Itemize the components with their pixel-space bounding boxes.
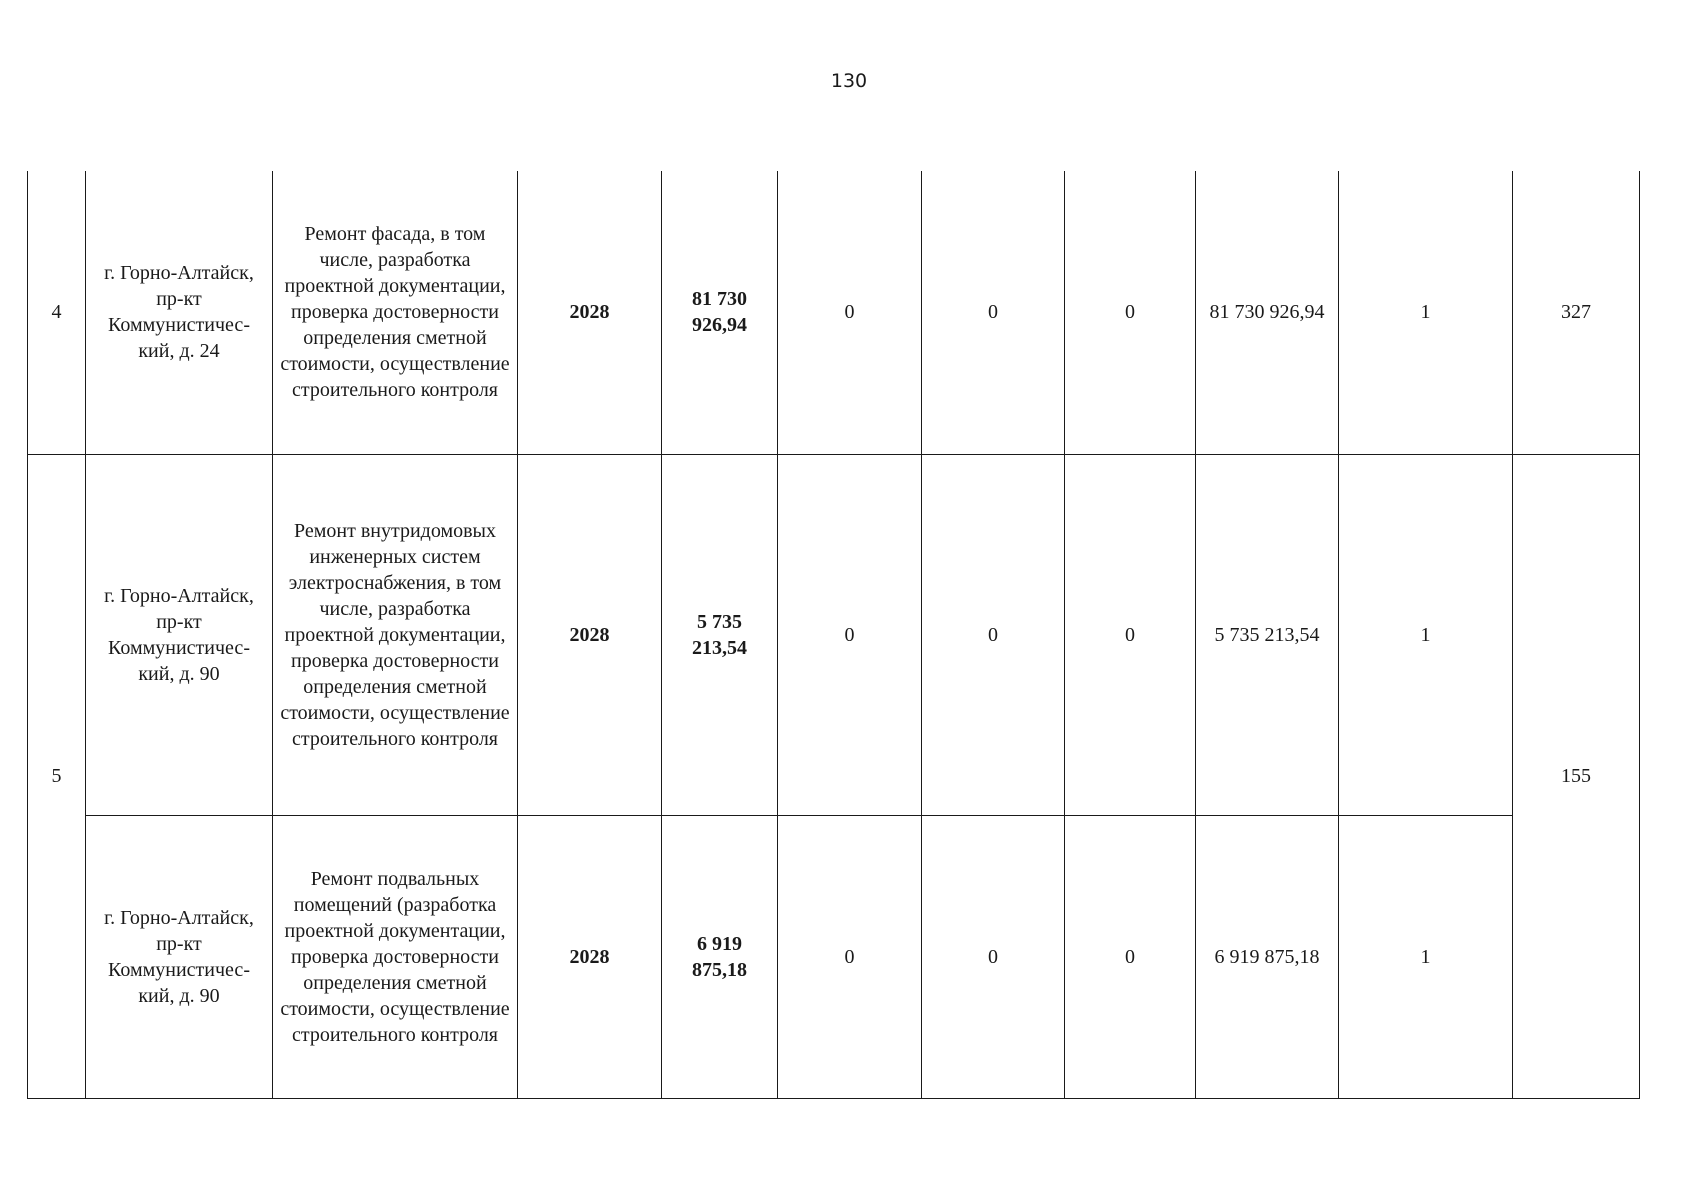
value-cell: 0 — [922, 171, 1065, 454]
value-cell: 81 730 926,94 — [1196, 171, 1339, 454]
value-cell: 0 — [1065, 815, 1196, 1098]
row-number: 5 — [28, 454, 86, 1098]
value-cell: 1 — [1339, 171, 1513, 454]
total-cost-cell: 5 735 213,54 — [662, 454, 778, 815]
last-cell: 327 — [1513, 171, 1640, 454]
value-cell: 6 919 875,18 — [1196, 815, 1339, 1098]
address-cell: г. Горно-Алтайск, пр-кт Коммунистичес-кий, д. 90 — [86, 454, 273, 815]
repair-program-table — [27, 171, 1640, 1099]
year-cell: 2028 — [518, 815, 662, 1098]
work-type-cell: Ремонт фасада, в том числе, разработка проектной документации, проверка достоверности определения сметной стоимости, осуществление строительного контроля — [273, 171, 518, 454]
work-type-cell: Ремонт внутридомовых инженерных систем электроснабжения, в том числе, разработка проектной документации, проверка достоверности определения сметной стоимости, осуществление строительного контроля — [273, 454, 518, 815]
value-cell: 0 — [778, 171, 922, 454]
value-cell: 1 — [1339, 454, 1513, 815]
table-row — [28, 171, 1640, 454]
value-cell: 0 — [1065, 171, 1196, 454]
page-number: 130 — [830, 70, 868, 92]
address-cell: г. Горно-Алтайск, пр-кт Коммунистичес-кий, д. 24 — [86, 171, 273, 454]
value-cell: 0 — [922, 815, 1065, 1098]
value-cell: 0 — [1065, 454, 1196, 815]
value-cell: 5 735 213,54 — [1196, 454, 1339, 815]
table-row — [28, 454, 1640, 815]
address-cell: г. Горно-Алтайск, пр-кт Коммунистичес-кий, д. 90 — [86, 815, 273, 1098]
work-type-cell: Ремонт подвальных помещений (разработка проектной документации, проверка достоверности определения сметной стоимости, осуществление строительного контроля — [273, 815, 518, 1098]
value-cell: 1 — [1339, 815, 1513, 1098]
value-cell: 0 — [778, 815, 922, 1098]
year-cell: 2028 — [518, 454, 662, 815]
value-cell: 0 — [778, 454, 922, 815]
value-cell: 0 — [922, 454, 1065, 815]
total-cost-cell: 81 730 926,94 — [662, 171, 778, 454]
year-cell: 2028 — [518, 171, 662, 454]
table-row — [28, 815, 1640, 1098]
row-number: 4 — [28, 171, 86, 454]
total-cost-cell: 6 919 875,18 — [662, 815, 778, 1098]
last-cell: 155 — [1513, 454, 1640, 1098]
